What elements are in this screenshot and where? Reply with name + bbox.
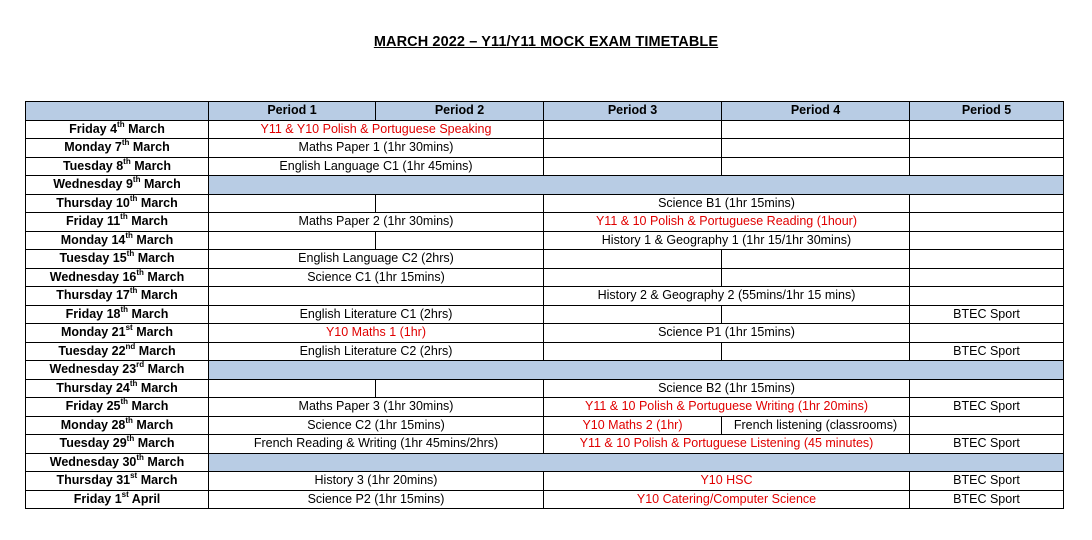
day-label — [26, 342, 209, 361]
day-month: March — [135, 343, 176, 358]
exam-cell: BTEC Sport — [910, 398, 1064, 417]
exam-cell: Y11 & 10 Polish & Portuguese Writing (1hr 20mins) — [544, 398, 910, 417]
exam-cell: History 1 & Geography 1 (1hr 15/1hr 30mins) — [544, 231, 910, 250]
exam-cell — [209, 194, 376, 213]
exam-cell — [910, 268, 1064, 287]
exam-cell: Y10 HSC — [544, 472, 910, 491]
day-month: March — [130, 158, 172, 173]
day-label — [26, 287, 209, 306]
day-month: April — [128, 491, 161, 506]
exam-cell — [376, 379, 544, 398]
day-ordinal-suffix: th — [120, 397, 129, 407]
exam-cell: Maths Paper 1 (1hr 30mins) — [209, 139, 544, 158]
exam-cell: Y11 & 10 Polish & Portuguese Listening (45 minutes) — [544, 435, 910, 454]
day-date: Wednesday 23 — [49, 362, 137, 377]
exam-cell — [209, 287, 544, 306]
day-month: March — [134, 436, 175, 451]
exam-cell: BTEC Sport — [910, 305, 1064, 324]
day-date: Friday 25 — [65, 399, 121, 414]
table-row — [26, 305, 1064, 324]
day-label — [26, 416, 209, 435]
day-date: Friday 4 — [69, 121, 118, 136]
exam-cell — [209, 231, 376, 250]
day-ordinal-suffix: th — [125, 416, 133, 425]
exam-cell: Y11 & Y10 Polish & Portuguese Speaking — [209, 120, 544, 139]
day-ordinal-suffix: nd — [125, 342, 136, 351]
day-date: Monday 14 — [60, 232, 126, 247]
day-date: Monday 28 — [60, 417, 126, 432]
table-row — [26, 157, 1064, 176]
exam-cell — [910, 324, 1064, 343]
exam-cell — [722, 305, 910, 324]
day-date: Wednesday 30 — [49, 454, 137, 469]
exam-cell: BTEC Sport — [910, 342, 1064, 361]
day-date: Friday 1 — [73, 491, 122, 506]
day-date: Monday 21 — [60, 325, 126, 340]
table-row — [26, 194, 1064, 213]
exam-cell: English Language C1 (1hr 45mins) — [209, 157, 544, 176]
day-label — [26, 176, 209, 195]
day-ordinal-suffix: th — [121, 138, 130, 148]
day-month: March — [134, 251, 175, 266]
exam-cell — [376, 231, 544, 250]
day-label — [26, 213, 209, 232]
exam-cell — [544, 305, 722, 324]
day-label — [26, 250, 209, 269]
exam-cell: Science B1 (1hr 15mins) — [544, 194, 910, 213]
exam-cell — [722, 268, 910, 287]
exam-cell: Y10 Catering/Computer Science — [544, 490, 910, 509]
exam-cell — [722, 139, 910, 158]
day-month: March — [128, 399, 169, 414]
exam-cell — [910, 416, 1064, 435]
exam-cell — [910, 287, 1064, 306]
day-month: March — [132, 325, 174, 340]
exam-timetable — [25, 101, 1064, 509]
day-ordinal-suffix: th — [120, 305, 129, 314]
exam-cell: Y10 Maths 1 (1hr) — [209, 324, 544, 343]
exam-cell — [544, 157, 722, 176]
day-label — [26, 268, 209, 287]
day-ordinal-suffix: th — [136, 268, 144, 277]
exam-cell — [209, 379, 376, 398]
exam-cell: BTEC Sport — [910, 472, 1064, 491]
exam-cell — [910, 194, 1064, 213]
exam-cell — [910, 213, 1064, 232]
exam-cell: English Literature C2 (2hrs) — [209, 342, 544, 361]
day-month: March — [143, 269, 185, 284]
exam-cell — [910, 139, 1064, 158]
day-ordinal-suffix: st — [121, 490, 129, 499]
table-row — [26, 472, 1064, 491]
exam-cell — [544, 250, 722, 269]
day-date: Thursday 31 — [56, 473, 131, 488]
no-exam-row-fill — [209, 361, 1064, 380]
day-label — [26, 157, 209, 176]
day-ordinal-suffix: th — [117, 120, 125, 129]
header-row — [26, 102, 1064, 121]
page-title: MARCH 2022 – Y11/Y11 MOCK EXAM TIMETABLE — [373, 34, 719, 50]
day-month: March — [140, 177, 181, 192]
day-month: March — [129, 140, 170, 155]
day-date: Wednesday 16 — [49, 269, 137, 284]
day-ordinal-suffix: th — [129, 379, 138, 388]
day-date: Friday 11 — [65, 214, 121, 229]
day-label — [26, 120, 209, 139]
day-label — [26, 194, 209, 213]
exam-cell — [544, 139, 722, 158]
exam-cell: Science C2 (1hr 15mins) — [209, 416, 544, 435]
day-ordinal-suffix: th — [126, 434, 135, 444]
day-ordinal-suffix: th — [129, 286, 138, 296]
day-label — [26, 379, 209, 398]
day-date: Friday 18 — [65, 306, 121, 321]
exam-cell: History 2 & Geography 2 (55mins/1hr 15 mins) — [544, 287, 910, 306]
exam-cell — [722, 250, 910, 269]
exam-cell: Science P2 (1hr 15mins) — [209, 490, 544, 509]
table-row — [26, 120, 1064, 139]
day-month: March — [132, 417, 174, 432]
exam-cell: English Literature C1 (2hrs) — [209, 305, 544, 324]
day-month: March — [137, 380, 178, 395]
day-ordinal-suffix: rd — [136, 360, 145, 370]
header-period-1: Period 1 — [209, 102, 376, 121]
day-month: March — [137, 473, 178, 488]
exam-cell — [910, 379, 1064, 398]
exam-cell — [722, 342, 910, 361]
table-row — [26, 287, 1064, 306]
exam-cell: Maths Paper 2 (1hr 30mins) — [209, 213, 544, 232]
day-month: March — [128, 306, 169, 321]
exam-cell: History 3 (1hr 20mins) — [209, 472, 544, 491]
exam-cell — [544, 342, 722, 361]
day-label — [26, 361, 209, 380]
table-row — [26, 416, 1064, 435]
table-row — [26, 361, 1064, 380]
day-label — [26, 472, 209, 491]
header-period-5: Period 5 — [910, 102, 1064, 121]
day-label — [26, 453, 209, 472]
day-month: March — [137, 195, 178, 210]
day-ordinal-suffix: th — [126, 249, 135, 259]
exam-cell: Science P1 (1hr 15mins) — [544, 324, 910, 343]
table-row — [26, 435, 1064, 454]
table-row — [26, 453, 1064, 472]
exam-cell — [376, 194, 544, 213]
day-label — [26, 139, 209, 158]
day-date: Tuesday 22 — [58, 343, 126, 358]
day-label — [26, 435, 209, 454]
no-exam-row-fill — [209, 176, 1064, 195]
exam-cell: Y10 Maths 2 (1hr) — [544, 416, 722, 435]
day-ordinal-suffix: th — [129, 194, 138, 203]
day-month: March — [124, 121, 165, 136]
table-row — [26, 324, 1064, 343]
exam-cell: English Language C2 (2hrs) — [209, 250, 544, 269]
day-month: March — [132, 232, 174, 247]
table-row — [26, 379, 1064, 398]
day-ordinal-suffix: th — [136, 453, 144, 462]
exam-cell — [544, 268, 722, 287]
table-row — [26, 231, 1064, 250]
exam-cell: Maths Paper 3 (1hr 30mins) — [209, 398, 544, 417]
table-row — [26, 250, 1064, 269]
header-corner — [26, 102, 209, 121]
day-ordinal-suffix: th — [120, 212, 128, 222]
exam-cell: Y11 & 10 Polish & Portuguese Reading (1hour) — [544, 213, 910, 232]
exam-cell — [722, 120, 910, 139]
table-row — [26, 213, 1064, 232]
day-label — [26, 305, 209, 324]
day-date: Thursday 17 — [56, 288, 130, 303]
day-month: March — [127, 214, 169, 229]
day-month: March — [144, 362, 185, 377]
day-date: Tuesday 8 — [62, 158, 124, 173]
exam-cell: BTEC Sport — [910, 490, 1064, 509]
day-label — [26, 231, 209, 250]
timetable-body — [26, 120, 1064, 509]
exam-cell — [544, 120, 722, 139]
day-label — [26, 398, 209, 417]
exam-cell: BTEC Sport — [910, 435, 1064, 454]
day-label — [26, 324, 209, 343]
header-period-3: Period 3 — [544, 102, 722, 121]
day-ordinal-suffix: th — [125, 231, 133, 240]
day-ordinal-suffix: st — [130, 471, 138, 481]
day-date: Wednesday 9 — [53, 177, 133, 192]
exam-cell: Science C1 (1hr 15mins) — [209, 268, 544, 287]
day-month: March — [137, 288, 178, 303]
day-month: March — [143, 454, 185, 469]
table-row — [26, 176, 1064, 195]
day-date: Tuesday 29 — [59, 436, 127, 451]
day-ordinal-suffix: st — [125, 323, 133, 333]
table-row — [26, 268, 1064, 287]
no-exam-row-fill — [209, 453, 1064, 472]
header-period-2: Period 2 — [376, 102, 544, 121]
day-date: Thursday 10 — [56, 195, 130, 210]
day-ordinal-suffix: th — [123, 157, 131, 166]
exam-cell — [910, 250, 1064, 269]
exam-cell — [722, 157, 910, 176]
exam-cell — [910, 157, 1064, 176]
exam-cell — [910, 231, 1064, 250]
table-row — [26, 490, 1064, 509]
exam-cell — [910, 120, 1064, 139]
table-row — [26, 139, 1064, 158]
day-label — [26, 490, 209, 509]
header-period-4: Period 4 — [722, 102, 910, 121]
exam-cell: French Reading & Writing (1hr 45mins/2hrs) — [209, 435, 544, 454]
table-row — [26, 398, 1064, 417]
exam-cell: French listening (classrooms) — [722, 416, 910, 435]
day-date: Thursday 24 — [56, 380, 130, 395]
day-ordinal-suffix: th — [132, 175, 141, 185]
table-row — [26, 342, 1064, 361]
day-date: Monday 7 — [64, 140, 122, 155]
day-date: Tuesday 15 — [59, 251, 127, 266]
exam-cell: Science B2 (1hr 15mins) — [544, 379, 910, 398]
